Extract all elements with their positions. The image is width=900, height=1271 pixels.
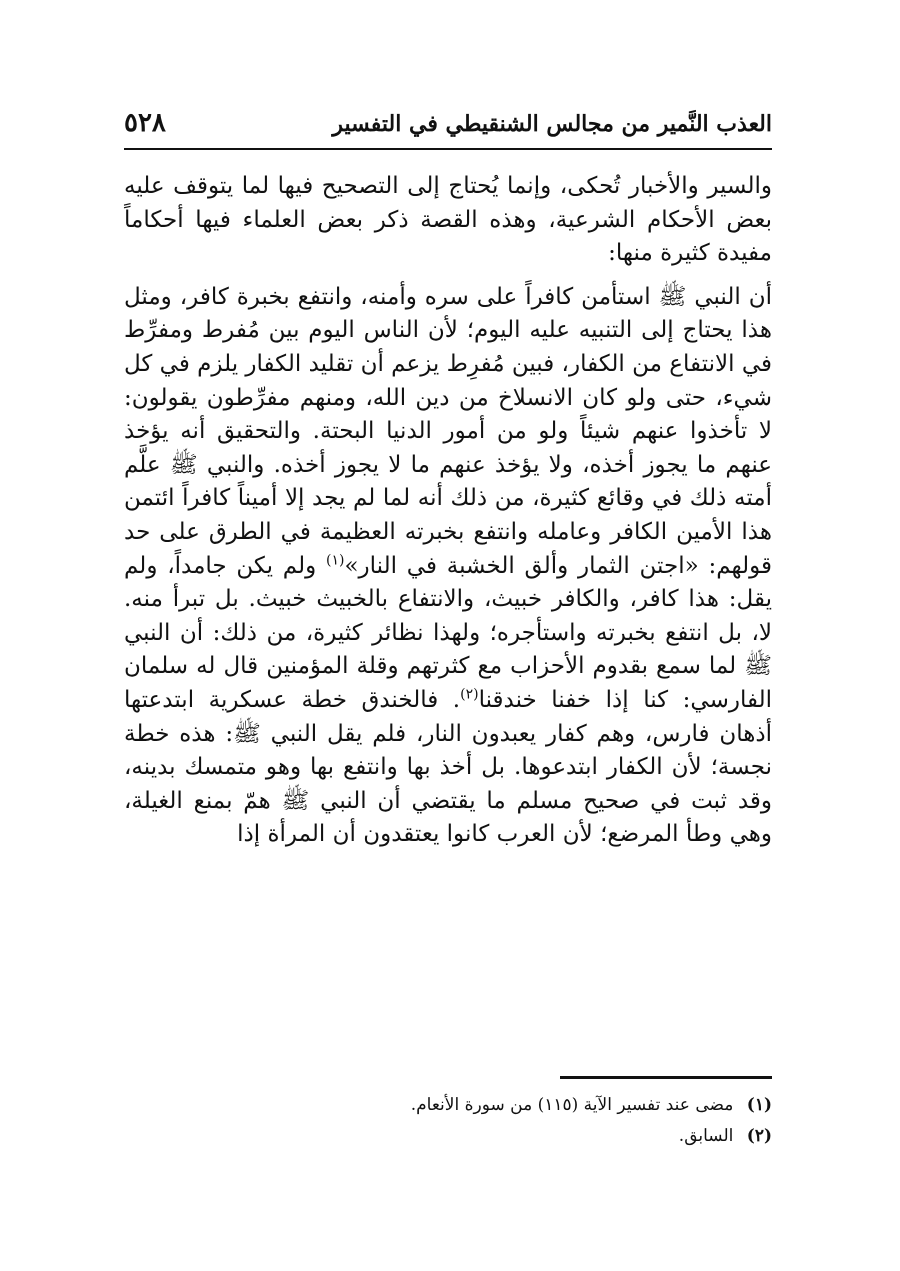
running-header <box>124 108 772 150</box>
paragraph-main-part-1: أن النبي ﷺ استأمن كافراً على سره وأمنه، وانتفع بخبرة كافر، ومثل هذا يحتاج إلى التنبيه عليه اليوم؛ لأن الناس اليوم بين مُفرط ومفرِّط في الانتفاع من الكفار، فبين مُفرِط يزعم أن تقليد الكفار يلزم في كل شيء، حتى ولو كان الانسلاخ من دين الله، ومنهم مفرِّطون يقولون: لا تأخذوا عنهم شيئاً ولو من أمور الدنيا البحتة. والتحقيق أنه يؤخذ عنهم ما يجوز أخذه، ولا يؤخذ عنهم ما لا يجوز أخذه. والنبي ﷺ علَّم أمته ذلك في وقائع كثيرة، من ذلك أنه لما لم يجد إلا أميناً كافراً ائتمن هذا الأمين الكافر وعامله وانتفع بخبرته العظيمة في الطرق على حد قولهم: «اجتن الثمار وألق الخشبة في النار» <box>124 283 772 579</box>
paragraph-main-part-2: ولم يكن جامداً، ولم يقل: هذا كافر، والكافر خبيث، والانتفاع بالخبيث خبيث. بل تبرأ منه. لا، بل انتفع بخبرته واستأجره؛ ولهذا نظائر كثيرة، من ذلك: أن النبي ﷺ لما سمع بقدوم الأحزاب مع كثرتهم وقلة المؤمنين قال له سلمان الفارسي: كنا إذا خفنا خندقنا <box>124 552 772 713</box>
paragraph-main <box>124 281 772 852</box>
footnote-2 <box>124 1121 772 1152</box>
footnote-text: مضى عند تفسير الآية (١١٥) من سورة الأنعام. <box>410 1095 734 1115</box>
running-title: العذب النَّمير من مجالس الشنقيطي في التفسير <box>332 111 772 137</box>
body-text <box>124 170 772 852</box>
paragraph-intro: والسير والأخبار تُحكى، وإنما يُحتاج إلى التصحيح فيها لما يتوقف عليه بعض الأحكام الشرعية، وهذه القصة ذكر بعض العلماء فيها أحكاماً مفيدة كثيرة منها: <box>124 173 772 267</box>
footnote-reference-1: (١) <box>326 551 345 568</box>
paragraph-main-part-3: . فالخندق خطة عسكرية ابتدعتها أذهان فارس، وهم كفار يعبدون النار، فلم يقل النبي ﷺ: هذه خطة نجسة؛ لأن الكفار ابتدعوها. بل أخذ بها وانتفع بها وهو متمسك بدينه، وقد ثبت في صحيح مسلم ما يقتضي أن النبي ﷺ همّ بمنع الغيلة، وهي وطأ المرضع؛ لأن العرب كانوا يعتقدون أن المرأة إذا <box>124 686 772 848</box>
footnote-1 <box>124 1090 772 1121</box>
book-page <box>124 108 772 1208</box>
footnote-number: (١) <box>746 1095 772 1115</box>
footnote-number: (٢) <box>746 1126 772 1146</box>
footnote-reference-2: (٢) <box>460 686 479 703</box>
footnotes <box>124 1090 772 1152</box>
footnote-text: السابق. <box>678 1126 734 1146</box>
page-number: ٥٢٨ <box>124 108 166 138</box>
footnote-divider <box>560 1076 772 1079</box>
